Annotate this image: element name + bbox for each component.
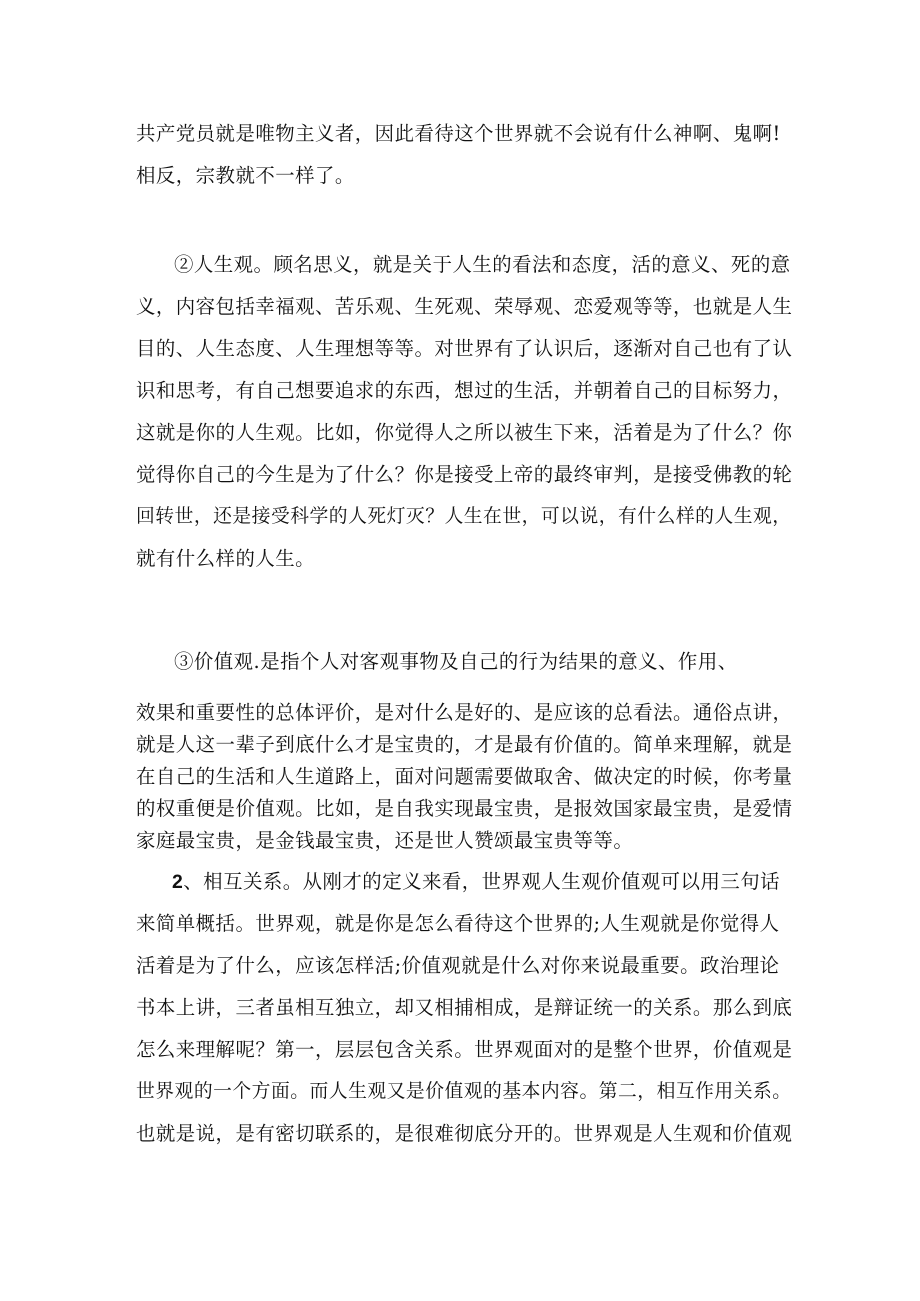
paragraph-outlook-on-life (136, 244, 796, 580)
text-line: 的权重便是价值观。比如，是自我实现最宝贵，是报效国家最宝贵，是爱情 (136, 797, 793, 820)
text-line: 这就是你的人生观。比如，你觉得人之所以被生下来，活着是为了什么？你 (136, 421, 793, 444)
text-line: 义，内容包括幸福观、苦乐观、生死观、荣辱观、恋爱观等等，也就是人生 (136, 295, 793, 318)
paragraph-relationship (136, 861, 796, 1155)
text-line: 就有什么样的人生。 (136, 547, 316, 570)
text-line: 共产党员就是唯物主义者，因此看待这个世界就不会说有什么神啊、鬼啊! (136, 122, 781, 145)
text-line (136, 861, 796, 903)
text-line: 怎么来理解呢？第一，层层包含关系。世界观面对的是整个世界，价值观是 (136, 1038, 793, 1061)
paragraph-values-body (136, 697, 796, 857)
text-line: 来简单概括。世界观，就是你是怎么看待这个世界的;人生观就是你觉得人 (136, 912, 780, 935)
text-line: 效果和重要性的总体评价，是对什么是好的、是应该的总看法。通俗点讲， (136, 701, 793, 724)
text-line: 觉得你自己的今生是为了什么？你是接受上帝的最终审判，是接受佛教的轮 (136, 463, 793, 486)
text-line: 家庭最宝贵，是金钱最宝贵，还是世人赞颂最宝贵等等。 (136, 829, 634, 852)
text-line: 相反，宗教就不一样了。 (136, 164, 355, 187)
text-line: 世界观的一个方面。而人生观又是价值观的基本内容。第二，相互作用关系。 (136, 1081, 792, 1102)
text-line: 活着是为了什么，应该怎样活;价值观就是什么对你来说最重要。政治理论 (136, 954, 780, 977)
text-line-content: 、相互关系。从刚才的定义来看，世界观人生观价值观可以用三句话 (183, 870, 781, 893)
paragraph-materialism (136, 113, 796, 197)
text-line: 回转世，还是接受科学的人死灯灭？人生在世，可以说，有什么样的人生观， (136, 506, 792, 527)
text-line: 识和思考，有自己想要追求的东西，想过的生活，并朝着自己的目标努力， (136, 379, 793, 402)
text-line: ③价值观.是指个人对客观事物及自己的行为结果的意义、作用、 (174, 650, 738, 673)
paragraph-values-heading (136, 641, 796, 683)
text-line: ②人生观。顾名思义，就是关于人生的看法和态度，活的意义、死的意 (174, 253, 791, 276)
text-line: 目的、人生态度、人生理想等等。对世界有了认识后，逐渐对自己也有了认 (136, 337, 793, 360)
text-line: 就是人这一辈子到底什么才是宝贵的，才是最有价值的。简单来理解，就是 (136, 733, 793, 756)
text-line: 也就是说，是有密切联系的，是很难彻底分开的。世界观是人生观和价值观 (136, 1122, 793, 1145)
text-line: 在自己的生活和人生道路上，面对问题需要做取舍、做决定的时候，你考量 (136, 765, 793, 788)
section-number: 2 (172, 871, 184, 893)
text-line: 书本上讲，三者虽相互独立，却又相捕相成，是辩证统一的关系。那么到底 (136, 996, 793, 1019)
